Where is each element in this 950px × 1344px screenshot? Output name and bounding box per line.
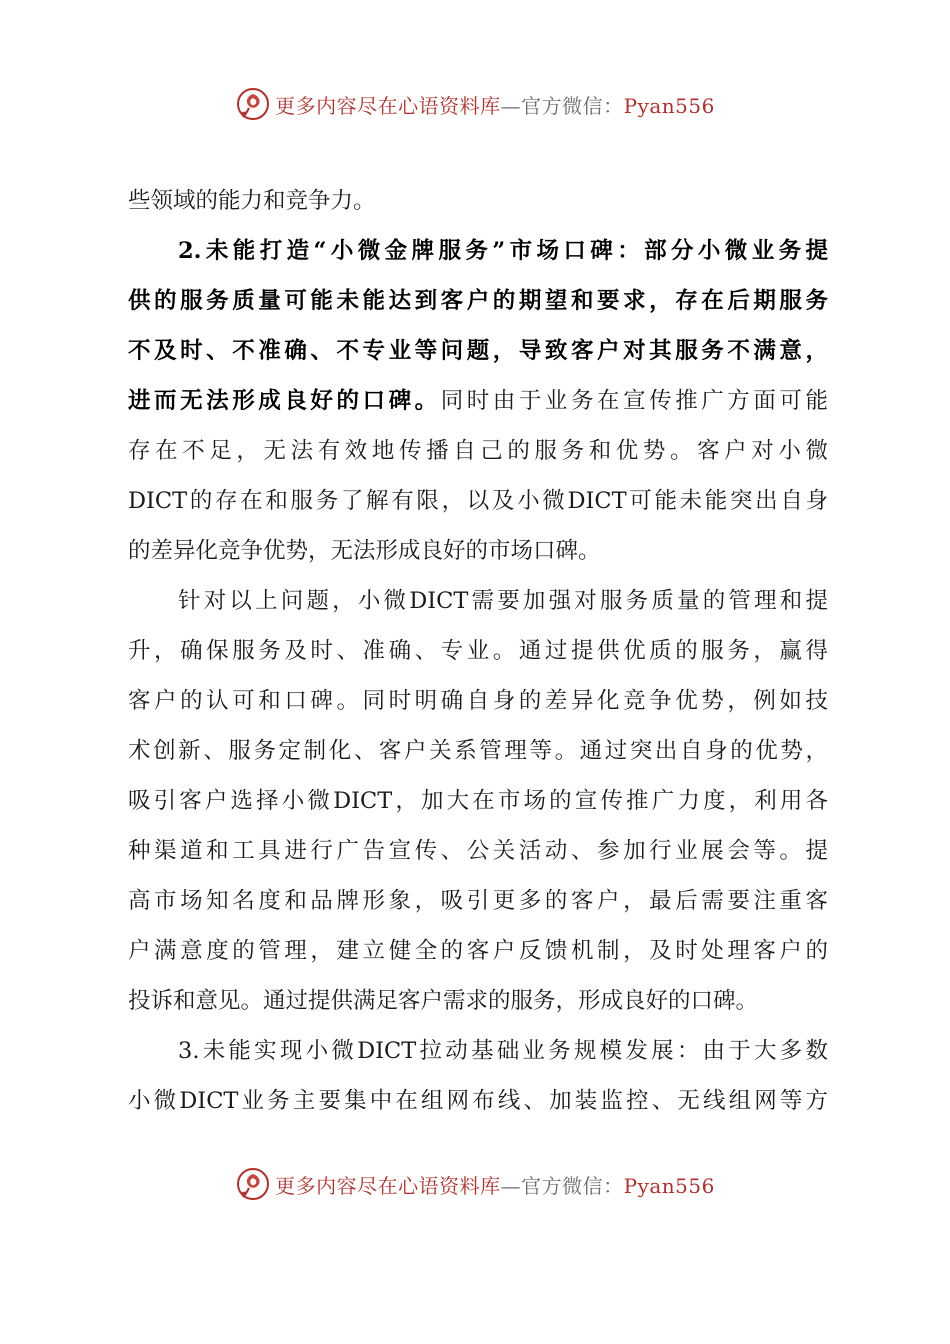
paragraph-3-line-5: 吸引客户选择小微DICT，加大在市场的宣传推广力度，利用各 bbox=[128, 788, 828, 814]
paragraph-3-line-1: 针对以上问题，小微DICT需要加强对服务质量的管理和提 bbox=[178, 588, 828, 614]
watermark-wechat-id: Pyan556 bbox=[623, 1173, 715, 1198]
paragraph-3-line-6: 种渠道和工具进行广告宣传、公关活动、参加行业展会等。提 bbox=[128, 838, 828, 864]
watermark-main-text: 更多内容尽在心语资料库 bbox=[275, 1173, 501, 1198]
paragraph-3-line-7: 高市场知名度和品牌形象，吸引更多的客户，最后需要注重客 bbox=[128, 888, 828, 914]
header-watermark bbox=[0, 82, 950, 126]
paragraph-2-line-5: 存在不足，无法有效地传播自己的服务和优势。客户对小微 bbox=[128, 438, 828, 464]
paragraph-3-line-4: 术创新、服务定制化、客户关系管理等。通过突出自身的优势， bbox=[128, 738, 828, 764]
rose-logo-icon bbox=[235, 86, 271, 122]
document-body bbox=[128, 176, 828, 1126]
paragraph-4-line-1: 3.未能实现小微DICT拉动基础业务规模发展：由于大多数 bbox=[178, 1038, 828, 1064]
paragraph-3-line-3: 客户的认可和口碑。同时明确自身的差异化竞争优势，例如技 bbox=[128, 688, 828, 714]
paragraph-2-line-1: 2.未能打造“小微金牌服务”市场口碑：部分小微业务提 bbox=[178, 238, 828, 264]
watermark-sub-text: —官方微信： bbox=[500, 93, 624, 118]
paragraph-2-line-4 bbox=[128, 376, 828, 426]
rose-logo-icon bbox=[235, 1166, 271, 1202]
watermark-wechat-id: Pyan556 bbox=[623, 93, 715, 118]
paragraph-4-line-2: 小微DICT业务主要集中在组网布线、加装监控、无线组网等方 bbox=[128, 1088, 828, 1114]
paragraph-3-line-9: 投诉和意见。通过提供满足客户需求的服务，形成良好的口碑。 bbox=[128, 988, 759, 1014]
paragraph-3-line-8: 户满意度的管理，建立健全的客户反馈机制，及时处理客户的 bbox=[128, 938, 828, 964]
paragraph-2-line-4-bold: 进而无法形成良好的口碑。 bbox=[128, 388, 441, 414]
paragraph-1-line-1: 些领域的能力和竞争力。 bbox=[128, 188, 376, 214]
watermark-main-text: 更多内容尽在心语资料库 bbox=[275, 93, 501, 118]
paragraph-3-line-2: 升，确保服务及时、准确、专业。通过提供优质的服务，赢得 bbox=[128, 638, 828, 664]
paragraph-2-line-7: 的差异化竞争优势，无法形成良好的市场口碑。 bbox=[128, 538, 601, 564]
paragraph-2-line-3: 不及时、不准确、不专业等问题，导致客户对其服务不满意， bbox=[128, 338, 828, 364]
paragraph-2-line-2: 供的服务质量可能未能达到客户的期望和要求，存在后期服务 bbox=[128, 288, 828, 314]
paragraph-2-line-4-rest: 同时由于业务在宣传推广方面可能 bbox=[440, 388, 828, 414]
paragraph-2-line-6: DICT的存在和服务了解有限，以及小微DICT可能未能突出自身 bbox=[128, 488, 828, 514]
footer-watermark bbox=[0, 1162, 950, 1206]
watermark-sub-text: —官方微信： bbox=[500, 1173, 624, 1198]
